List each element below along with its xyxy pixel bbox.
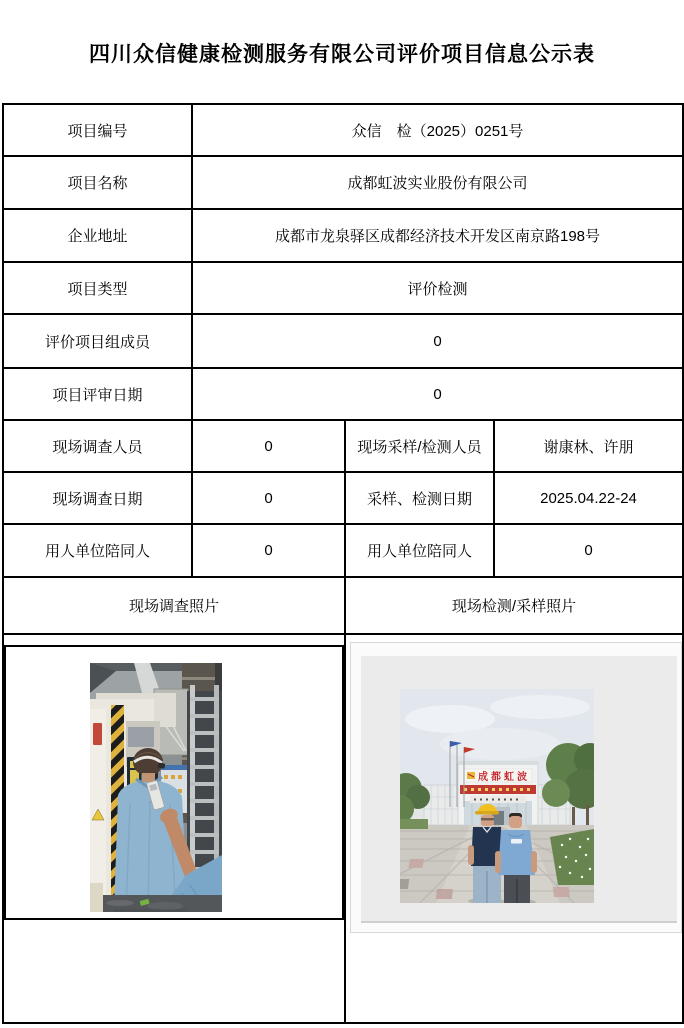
- field-value: 众信 检（2025）0251号: [192, 104, 683, 156]
- photo-viewer-panel: [350, 642, 682, 933]
- field-value: 0: [192, 420, 345, 472]
- sampling-photo-cell: [345, 634, 683, 1023]
- field-value: 0: [192, 368, 683, 420]
- field-value: 2025.04.22-24: [494, 472, 683, 524]
- photo-section-header: 现场检测/采样照片: [345, 577, 683, 634]
- field-label: 用人单位陪同人: [345, 524, 494, 577]
- field-label: 项目类型: [3, 262, 192, 314]
- table-row: [3, 524, 683, 577]
- field-label: 项目编号: [3, 104, 192, 156]
- building-sign-text: 成都虹波: [478, 772, 530, 783]
- field-label: 现场采样/检测人员: [345, 420, 494, 472]
- field-label: 用人单位陪同人: [3, 524, 192, 577]
- field-label: 项目名称: [3, 156, 192, 209]
- field-value: 评价检测: [192, 262, 683, 314]
- table-row: [3, 156, 683, 209]
- field-value: 0: [192, 472, 345, 524]
- table-row: [3, 104, 683, 156]
- photo-section-header: 现场调查照片: [3, 577, 345, 634]
- field-value: 谢康林、许朋: [494, 420, 683, 472]
- table-row: [3, 472, 683, 524]
- field-label: 采样、检测日期: [345, 472, 494, 524]
- field-label: 评价项目组成员: [3, 314, 192, 368]
- photo-viewer-canvas: [361, 656, 677, 923]
- field-label: 项目评审日期: [3, 368, 192, 420]
- field-value: 0: [192, 524, 345, 577]
- field-label: 企业地址: [3, 209, 192, 262]
- survey-photo-frame: [4, 645, 344, 920]
- field-value: 成都市龙泉驿区成都经济技术开发区南京路198号: [192, 209, 683, 262]
- table-row: [3, 209, 683, 262]
- field-value: 成都虹波实业股份有限公司: [192, 156, 683, 209]
- page-title: 四川众信健康检测服务有限公司评价项目信息公示表: [89, 43, 595, 66]
- field-value: 0: [494, 524, 683, 577]
- sampling-photo: [400, 689, 594, 903]
- site-survey-photo: [90, 663, 222, 912]
- table-row: [3, 314, 683, 368]
- field-label: 现场调查人员: [3, 420, 192, 472]
- field-value: 0: [192, 314, 683, 368]
- field-label: 现场调查日期: [3, 472, 192, 524]
- table-row: [3, 262, 683, 314]
- photo-row: [3, 634, 683, 1023]
- survey-photo-cell: [3, 634, 345, 1023]
- table-row: [3, 368, 683, 420]
- table-row: [3, 420, 683, 472]
- project-info-table: [2, 103, 684, 1024]
- table-row: [3, 577, 683, 634]
